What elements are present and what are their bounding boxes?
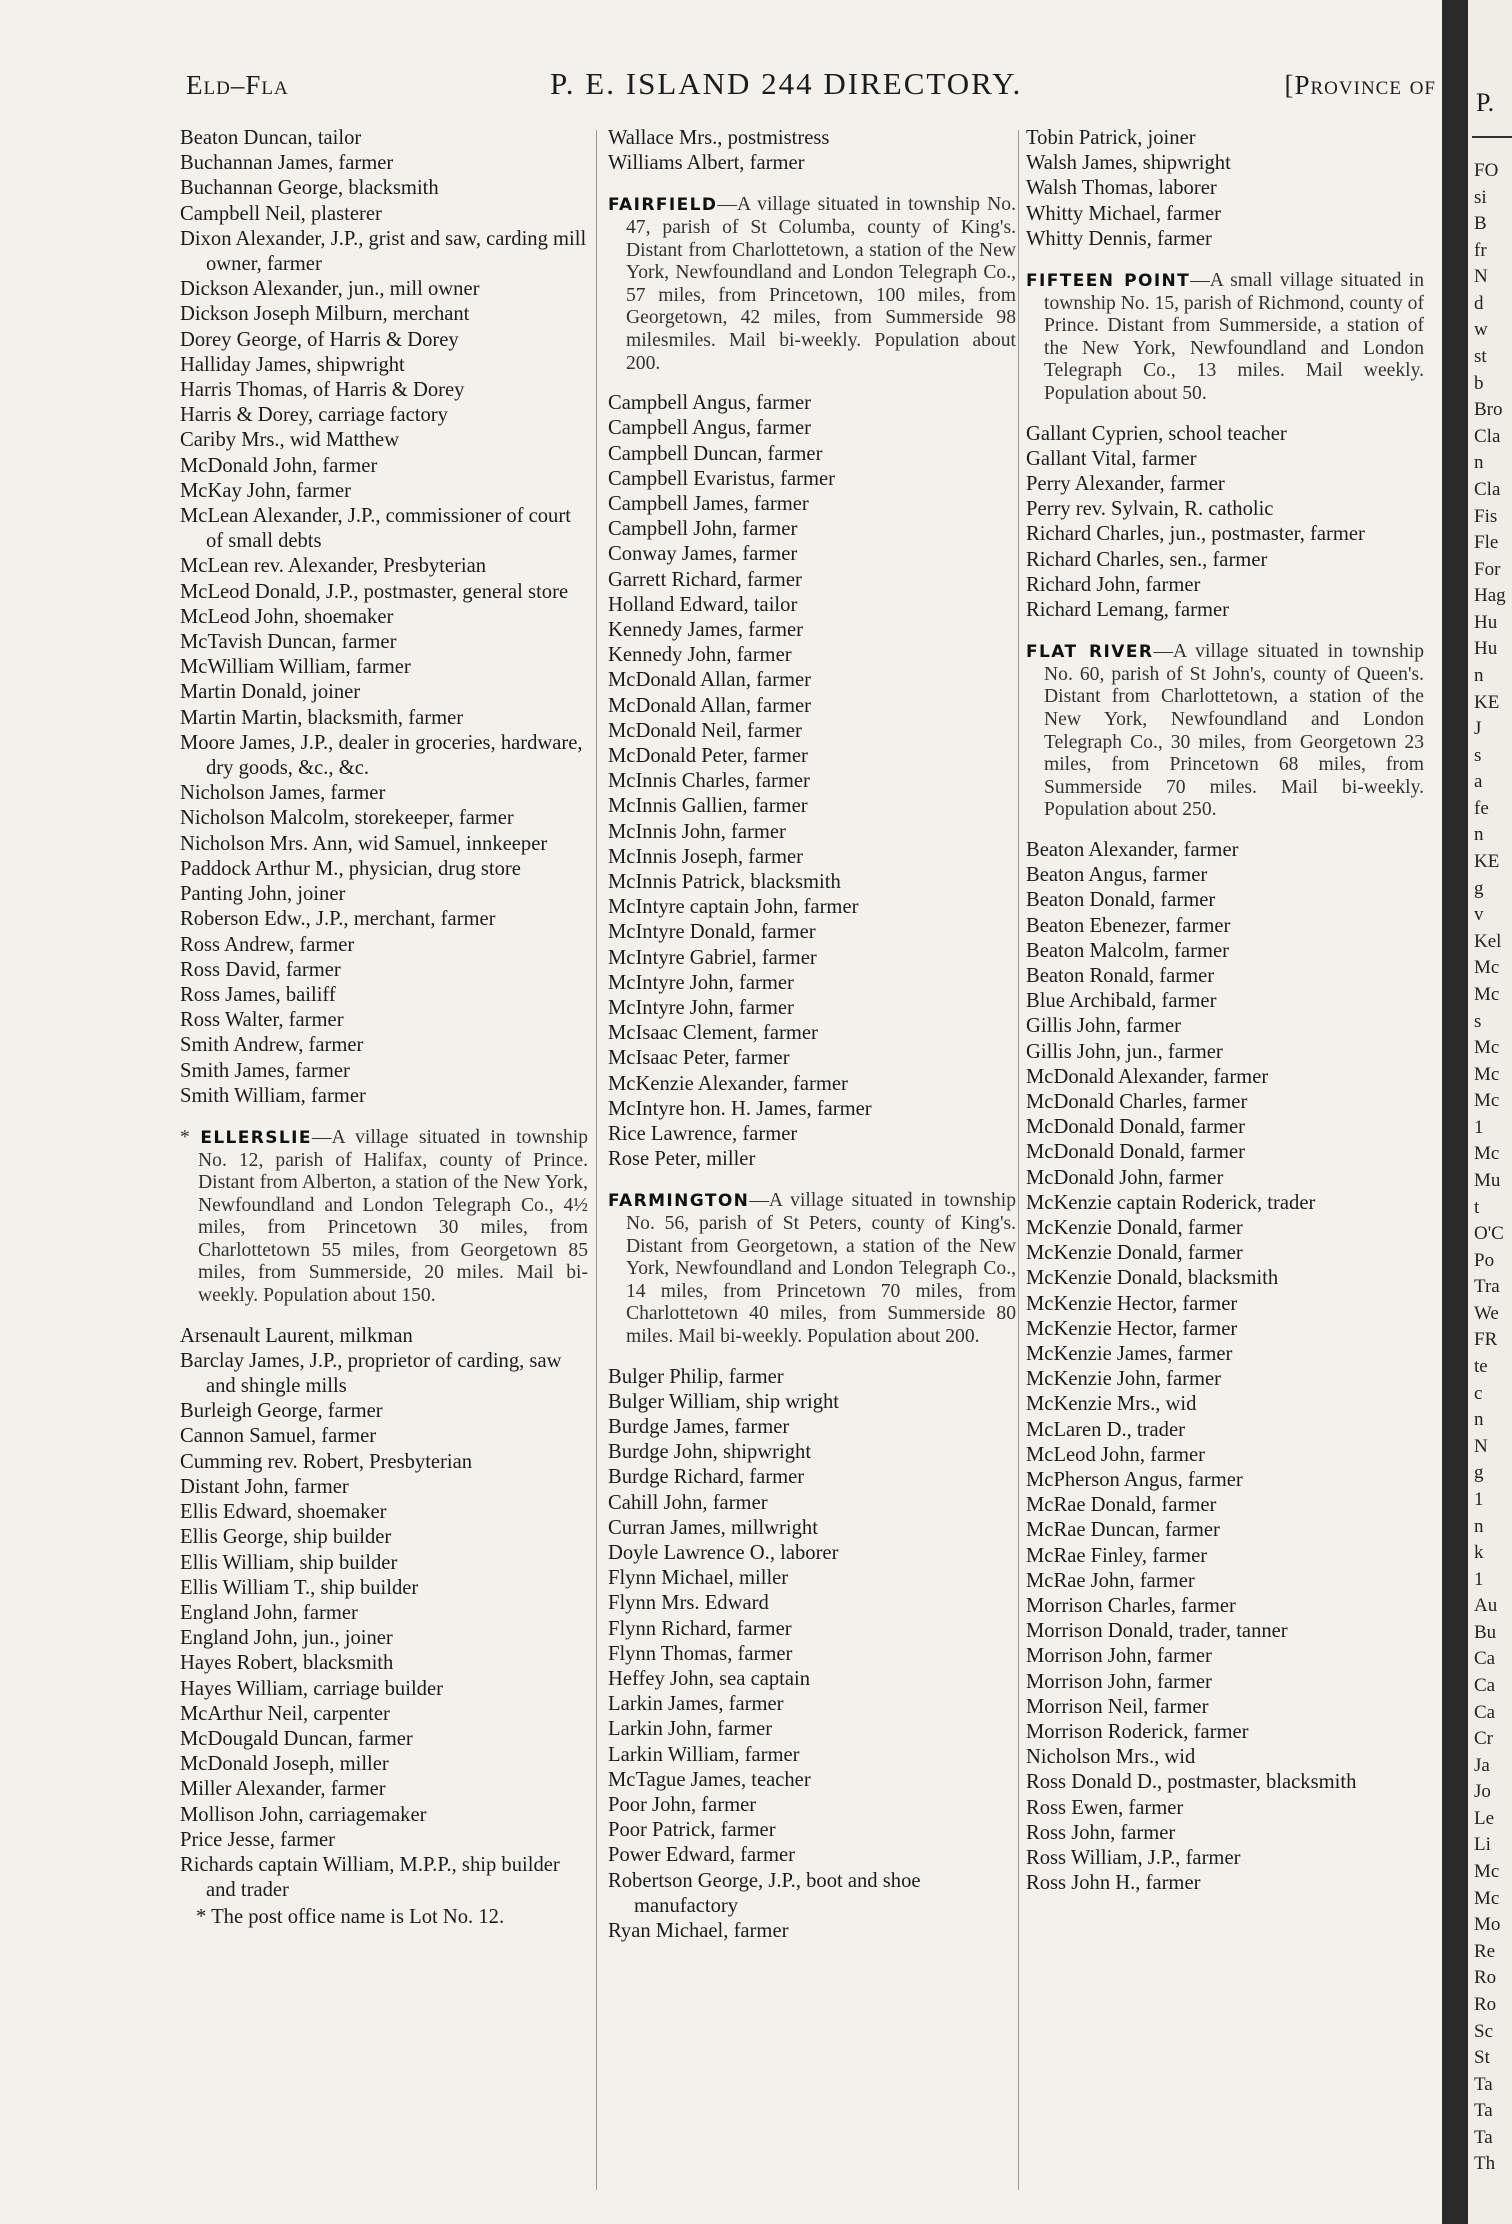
directory-entry: McInnis John, farmer <box>608 820 786 843</box>
adjacent-page-fragment: Hu <box>1474 611 1498 633</box>
directory-entry: Beaton Malcolm, farmer <box>1026 939 1230 962</box>
adjacent-page-edge <box>1468 0 1512 2224</box>
adjacent-page-fragment: Ro <box>1474 1967 1497 1989</box>
adjacent-page-fragment: Fis <box>1474 505 1498 527</box>
section-fairfield <box>608 194 1016 375</box>
section-description: —A village situated in township No. 47, parish of St Columba, county of King's. Distant from Charlottetown, a station of the New York, Newfoundland and London Telegraph Co., 57 miles, from Princetown, 100 miles, from Georgetown, 42 miles, from Summerside 98 milesmiles. Mail bi-weekly. Population about 200. <box>626 194 1016 374</box>
directory-entry: McKenzie Mrs., wid <box>1026 1393 1197 1416</box>
adjacent-page-fragment: Ca <box>1474 1701 1496 1723</box>
directory-entry: McKenzie Alexander, farmer <box>608 1072 848 1095</box>
directory-entry: Gallant Cyprien, school teacher <box>1026 422 1287 445</box>
header-range: Eld–Fla <box>186 70 289 100</box>
adjacent-page-fragment: 1 <box>1474 1488 1484 1510</box>
directory-entry: Gallant Vital, farmer <box>1026 447 1197 470</box>
directory-entry: Campbell John, farmer <box>608 518 798 541</box>
entry-list <box>1026 126 1424 252</box>
directory-entry: Richard Charles, sen., farmer <box>1026 548 1268 571</box>
directory-entry: Ross Donald D., postmaster, blacksmith <box>1026 1771 1357 1794</box>
footnote: * The post office name is Lot No. 12. <box>196 1906 505 1929</box>
directory-entry: Gillis John, jun., farmer <box>1026 1040 1223 1063</box>
directory-entry: Martin Donald, joiner <box>180 681 361 704</box>
directory-entry: McKenzie Donald, farmer <box>1026 1242 1243 1265</box>
adjacent-page-fragment: v <box>1474 904 1484 926</box>
section-description: —A village situated in township No. 56, parish of St Peters, county of King's. Distant from Georgetown, a station of the New York, Newfoundland and London Telegraph Co., 14 miles, from Princetown 70 miles, from Charlottetown 40 miles, from Summerside 80 miles. Mail bi-weekly. Population about 200. <box>626 1190 1016 1348</box>
directory-entry: Ross Walter, farmer <box>180 1009 344 1032</box>
directory-entry: McDonald Donald, farmer <box>1026 1116 1246 1139</box>
directory-entry: Kennedy James, farmer <box>608 618 803 641</box>
directory-entry: Panting John, joiner <box>180 883 346 906</box>
directory-entry: Harris & Dorey, carriage factory <box>180 404 448 427</box>
directory-entry: Larkin John, farmer <box>608 1718 773 1741</box>
adjacent-page-fragment: Ca <box>1474 1648 1496 1670</box>
directory-entry: Bulger William, ship wright <box>608 1390 840 1413</box>
directory-entry: McKenzie James, farmer <box>1026 1343 1233 1366</box>
directory-entry: Smith Andrew, farmer <box>180 1034 364 1057</box>
adjacent-page-fragment: B <box>1474 213 1487 235</box>
adjacent-page-fragment: Po <box>1474 1249 1495 1271</box>
directory-entry: McIntyre captain John, farmer <box>608 896 859 919</box>
directory-entry: McIntyre hon. H. James, farmer <box>608 1097 872 1120</box>
directory-entry: Walsh James, shipwright <box>1026 152 1231 175</box>
directory-entry: Walsh Thomas, laborer <box>1026 177 1217 200</box>
adjacent-page-header: P. <box>1476 88 1495 117</box>
directory-entry: Distant John, farmer <box>180 1475 349 1498</box>
directory-entry: McDonald John, farmer <box>1026 1166 1224 1189</box>
directory-entry: Richard Lemang, farmer <box>1026 599 1229 621</box>
adjacent-page-fragment: Kel <box>1474 930 1502 952</box>
adjacent-page-fragment: s <box>1474 1010 1482 1032</box>
adjacent-page-fragment: Jo <box>1474 1781 1491 1803</box>
directory-entry: Dorey George, of Harris & Dorey <box>180 328 459 351</box>
directory-entry: McArthur Neil, carpenter <box>180 1702 390 1725</box>
directory-entry: Campbell Neil, plasterer <box>180 202 382 225</box>
directory-entry: Morrison John, farmer <box>1026 1670 1212 1693</box>
adjacent-page-fragment: Ja <box>1474 1754 1490 1776</box>
directory-entry: McIntyre Donald, farmer <box>608 921 816 944</box>
directory-entry: Heffey John, sea captain <box>608 1668 811 1691</box>
adjacent-page-fragment: Ta <box>1474 2126 1493 2148</box>
adjacent-page-fragment: J <box>1474 718 1482 740</box>
directory-entry: McRae John, farmer <box>1026 1569 1195 1592</box>
directory-entry: Nicholson James, farmer <box>180 782 386 805</box>
directory-entry: Gillis John, farmer <box>1026 1015 1181 1038</box>
directory-entry: McLean rev. Alexander, Presbyterian <box>180 555 487 578</box>
adjacent-page-fragment: n <box>1474 452 1484 474</box>
adjacent-page-fragment: N <box>1474 266 1488 288</box>
directory-entry: McTavish Duncan, farmer <box>180 631 397 654</box>
section-flat-river <box>1026 641 1424 822</box>
directory-entry: Campbell James, farmer <box>608 492 809 515</box>
adjacent-page-fragment: te <box>1474 1356 1488 1378</box>
adjacent-page-fragment: 1 <box>1474 1116 1484 1138</box>
directory-entry: McLeod Donald, J.P., postmaster, general store <box>180 580 569 603</box>
adjacent-page-fragment: Mc <box>1474 1887 1500 1909</box>
directory-entry: Poor John, farmer <box>608 1794 757 1817</box>
adjacent-page-fragment: k <box>1474 1542 1484 1564</box>
adjacent-page-fragment: Sc <box>1474 2020 1493 2042</box>
header-title: P. E. ISLAND 244 DIRECTORY. <box>550 66 1023 101</box>
directory-entry: Richard John, farmer <box>1026 573 1201 596</box>
directory-entry: McLeod John, shoemaker <box>180 605 394 628</box>
directory-entry: Buchannan James, farmer <box>180 152 394 175</box>
adjacent-page-fragment: Mc <box>1474 1063 1500 1085</box>
section-description: —A village situated in township No. 60, parish of St John's, county of Queen's. Distant from Charlottetown, a station of the New York, Newfoundland and London Telegraph Co., 30 miles, from Georgetown 23 miles, from Princetown 68 miles, from Summerside 70 miles. Mail bi-weekly. Population about 250. <box>1044 641 1425 821</box>
directory-entry: Ellis William T., ship builder <box>180 1576 419 1599</box>
directory-entry: Halliday James, shipwright <box>180 353 405 376</box>
directory-entry: Dixon Alexander, J.P., grist and saw, carding mill owner, farmer <box>180 227 587 276</box>
adjacent-page-fragment: n <box>1474 665 1484 686</box>
place-name: FAIRFIELD <box>608 195 718 216</box>
directory-entry: McDonald John, farmer <box>180 454 378 477</box>
directory-entry: Larkin William, farmer <box>608 1743 800 1766</box>
directory-entry: Morrison Donald, trader, tanner <box>1026 1620 1288 1643</box>
directory-entry: McKenzie Donald, farmer <box>1026 1217 1243 1239</box>
directory-entry: Tobin Patrick, joiner <box>1026 127 1196 149</box>
adjacent-page-fragment: c <box>1474 1382 1483 1404</box>
directory-entry: Nicholson Malcolm, storekeeper, farmer <box>180 807 514 830</box>
directory-entry: McDonald Allan, farmer <box>608 694 812 717</box>
directory-entry: Rose Peter, miller <box>608 1148 756 1171</box>
directory-entry: McWilliam William, farmer <box>180 656 411 679</box>
directory-entry: Morrison Charles, farmer <box>1026 1595 1236 1618</box>
directory-entry: Burleigh George, farmer <box>180 1400 383 1423</box>
adjacent-page-fragment: O'C <box>1474 1223 1504 1245</box>
directory-entry: Morrison Neil, farmer <box>1026 1695 1209 1718</box>
directory-entry: Mollison John, carriagemaker <box>180 1803 427 1826</box>
column-1 <box>180 126 588 1931</box>
adjacent-page-fragment: t <box>1474 1196 1480 1218</box>
adjacent-page-fragment: Mu <box>1474 1170 1501 1191</box>
adjacent-page-fragment: Re <box>1474 1940 1496 1962</box>
adjacent-page-fragment: Hu <box>1474 638 1498 660</box>
adjacent-page-fragment: 1 <box>1474 1568 1484 1590</box>
adjacent-page-fragment: g <box>1474 877 1484 899</box>
adjacent-page-fragment: st <box>1474 346 1487 368</box>
directory-entry: Holland Edward, tailor <box>608 593 798 616</box>
directory-entry: McIntyre John, farmer <box>608 997 794 1020</box>
directory-entry: Ellis George, ship builder <box>180 1526 392 1549</box>
directory-entry: Flynn Michael, miller <box>608 1567 789 1590</box>
directory-entry: Flynn Richard, farmer <box>608 1617 792 1640</box>
directory-entry: Burdge Richard, farmer <box>608 1466 805 1489</box>
directory-entry: McKenzie Donald, blacksmith <box>1026 1267 1279 1290</box>
directory-entry: Perry Alexander, farmer <box>1026 472 1225 495</box>
adjacent-page-fragment: s <box>1474 744 1482 766</box>
directory-entry: Doyle Lawrence O., laborer <box>608 1542 839 1565</box>
directory-entry: Ellis William, ship builder <box>180 1551 398 1574</box>
adjacent-page-fragment: Mc <box>1474 957 1500 979</box>
directory-entry: Blue Archibald, farmer <box>1026 990 1217 1013</box>
directory-entry: McInnis Joseph, farmer <box>608 845 804 868</box>
directory-entry: Buchannan George, blacksmith <box>180 177 439 200</box>
directory-entry: Ellis Edward, shoemaker <box>180 1501 387 1524</box>
directory-entry: Arsenault Laurent, milkman <box>180 1324 413 1347</box>
section-ellerslie <box>180 1127 588 1308</box>
column-3 <box>1026 126 1424 1896</box>
directory-entry: Paddock Arthur M., physician, drug store <box>180 857 521 880</box>
directory-entry: McInnis Patrick, blacksmith <box>608 871 841 894</box>
adjacent-page-fragment: fe <box>1474 797 1489 819</box>
adjacent-page-fragment: Th <box>1474 2153 1496 2175</box>
adjacent-page-fragment: Cr <box>1474 1728 1493 1750</box>
adjacent-page-fragment: KE <box>1474 691 1500 713</box>
directory-entry: Garrett Richard, farmer <box>608 568 802 591</box>
entry-list <box>180 126 588 1109</box>
directory-entry: Campbell Evaristus, farmer <box>608 467 836 490</box>
directory-entry: Morrison John, farmer <box>1026 1645 1212 1668</box>
directory-entry: Price Jesse, farmer <box>180 1828 335 1851</box>
adjacent-page-fragment: Cla <box>1474 478 1501 500</box>
directory-entry: Cahill John, farmer <box>608 1491 768 1514</box>
directory-entry: McRae Donald, farmer <box>1026 1494 1217 1517</box>
section-marker: * <box>180 1126 201 1148</box>
directory-entry: Smith William, farmer <box>180 1084 366 1107</box>
adjacent-page-fragment: b <box>1474 372 1484 394</box>
column-2 <box>608 126 1016 1944</box>
adjacent-page-fragment: w <box>1474 319 1488 341</box>
entry-list <box>608 391 1016 1172</box>
adjacent-page-fragment: Mc <box>1474 983 1500 1005</box>
section-description: —A village situated in township No. 12, parish of Halifax, county of Prince. Distant from Alberton, a station of the New York, Newfoundland and London Telegraph Co., 4½ miles, from Princetown 30 miles, from Charlottetown 55 miles, from Georgetown 85 miles, from Summerside, 20 miles. Mail bi-weekly. Population about 150. <box>198 1126 588 1307</box>
directory-entry: Ross William, J.P., farmer <box>1026 1847 1241 1870</box>
adjacent-page-fragment: Au <box>1474 1595 1498 1617</box>
directory-entry: McDonald Allan, farmer <box>608 669 812 692</box>
adjacent-page-fragment: Li <box>1474 1834 1491 1856</box>
directory-entry: McIsaac Clement, farmer <box>608 1022 818 1045</box>
adjacent-page-fragment: si <box>1474 186 1487 208</box>
adjacent-page-fragment: a <box>1474 771 1483 793</box>
directory-entry: Larkin James, farmer <box>608 1693 784 1716</box>
adjacent-page-fragment: FO <box>1474 160 1499 181</box>
adjacent-page-fragment: n <box>1474 1409 1484 1431</box>
directory-entry: McIsaac Peter, farmer <box>608 1047 790 1070</box>
directory-entry: Wallace Mrs., postmistress <box>608 127 830 149</box>
directory-entry: England John, farmer <box>180 1601 358 1624</box>
adjacent-page-fragment: d <box>1474 292 1484 314</box>
directory-entry: McIntyre Gabriel, farmer <box>608 946 817 969</box>
directory-entry: Flynn Mrs. Edward <box>608 1592 769 1615</box>
directory-entry: Dickson Alexander, jun., mill owner <box>180 278 480 301</box>
entry-list <box>180 1324 588 1904</box>
adjacent-page-fragment: n <box>1474 824 1484 846</box>
directory-entry: Whitty Michael, farmer <box>1026 202 1221 225</box>
adjacent-page-fragment: Bu <box>1474 1621 1497 1643</box>
adjacent-page-fragment: N <box>1474 1435 1488 1457</box>
directory-entry: Cariby Mrs., wid Matthew <box>180 429 400 452</box>
directory-entry: Ross John, farmer <box>1026 1821 1176 1844</box>
place-name: FARMINGTON <box>608 1191 750 1212</box>
adjacent-page-fragment: Ro <box>1474 1993 1497 2015</box>
adjacent-page-fragment: Mc <box>1474 1861 1500 1883</box>
directory-entry: Cannon Samuel, farmer <box>180 1425 377 1448</box>
directory-entry: Beaton Duncan, tailor <box>180 127 362 149</box>
directory-entry: McDonald Charles, farmer <box>1026 1090 1248 1113</box>
directory-entry: Kennedy John, farmer <box>608 644 792 667</box>
adjacent-page-fragment: Fle <box>1474 532 1499 554</box>
entry-list <box>1026 422 1424 624</box>
directory-entry: Burdge James, farmer <box>608 1416 790 1439</box>
directory-entry: McKay John, farmer <box>180 479 351 502</box>
adjacent-page-rule <box>1472 136 1512 138</box>
adjacent-page-fragment: We <box>1474 1302 1499 1324</box>
directory-entry: McDonald Peter, farmer <box>608 745 808 767</box>
adjacent-page-fragment: St <box>1474 2047 1490 2069</box>
directory-entry: McPherson Angus, farmer <box>1026 1469 1243 1492</box>
place-name: FIFTEEN POINT <box>1026 271 1191 292</box>
section-description: —A small village situated in township No. 15, parish of Richmond, county of Prince. Distant from Summerside, a station of the New York, Newfoundland and London Telegraph Co., 13 miles. Mail weekly. Population about 50. <box>1044 270 1424 404</box>
adjacent-page-fragment: Ta <box>1474 2100 1493 2122</box>
directory-entry: Smith James, farmer <box>180 1059 350 1082</box>
directory-entry: McDonald Donald, farmer <box>1026 1141 1246 1164</box>
entry-list <box>608 126 1016 176</box>
entry-list <box>1026 838 1424 1897</box>
directory-entry: Williams Albert, farmer <box>608 152 805 175</box>
adjacent-page-fragment: FR <box>1474 1329 1498 1351</box>
adjacent-page-fragment: Mo <box>1474 1914 1501 1936</box>
adjacent-page-fragment: For <box>1474 558 1501 580</box>
adjacent-page-fragment: Ca <box>1474 1675 1496 1696</box>
directory-entry: Power Edward, farmer <box>608 1844 795 1867</box>
adjacent-page-fragment: Mc <box>1474 1143 1500 1165</box>
column-divider <box>1018 130 1019 2190</box>
entry-list <box>608 1365 1016 1945</box>
directory-entry: Miller Alexander, farmer <box>180 1778 386 1801</box>
directory-entry: Campbell Angus, farmer <box>608 392 812 415</box>
directory-entry: Ross James, bailiff <box>180 983 336 1006</box>
directory-entry: McDonald Alexander, farmer <box>1026 1065 1269 1088</box>
directory-entry: Robertson George, J.P., boot and shoe manufactory <box>608 1869 921 1917</box>
place-name: ELLERSLIE <box>200 1127 312 1148</box>
adjacent-page-fragment: fr <box>1474 239 1487 261</box>
place-name: FLAT RIVER <box>1026 642 1154 663</box>
directory-entry: Roberson Edw., J.P., merchant, farmer <box>180 908 496 931</box>
directory-entry: Ross John H., farmer <box>1026 1872 1201 1895</box>
book-gutter <box>1442 0 1468 2224</box>
directory-entry: Poor Patrick, farmer <box>608 1819 776 1842</box>
directory-entry: Bulger Philip, farmer <box>608 1365 784 1388</box>
directory-entry: Ross Andrew, farmer <box>180 933 355 956</box>
directory-entry: McInnis Charles, farmer <box>608 770 810 793</box>
directory-entry: McKenzie Hector, farmer <box>1026 1292 1238 1315</box>
directory-entry: Burdge John, shipwright <box>608 1441 812 1464</box>
page-header <box>186 64 1436 114</box>
directory-entry: Dickson Joseph Milburn, merchant <box>180 303 470 326</box>
directory-entry: Barclay James, J.P., proprietor of carding, saw and shingle mills <box>180 1349 562 1398</box>
header-province: [Province of <box>1284 70 1436 100</box>
adjacent-page-fragment: Le <box>1474 1807 1495 1829</box>
adjacent-page-fragment: g <box>1474 1462 1484 1484</box>
directory-entry: McDonald Joseph, miller <box>180 1753 389 1776</box>
directory-entry: Rice Lawrence, farmer <box>608 1123 798 1146</box>
directory-entry: McLeod John, farmer <box>1026 1443 1205 1466</box>
directory-entry: Nicholson Mrs. Ann, wid Samuel, innkeeper <box>180 832 548 855</box>
directory-entry: Morrison Roderick, farmer <box>1026 1721 1249 1744</box>
directory-entry: Beaton Ronald, farmer <box>1026 964 1215 987</box>
column-divider <box>596 130 597 2190</box>
directory-entry: Campbell Duncan, farmer <box>608 442 823 465</box>
adjacent-page-fragment: Hag <box>1474 585 1506 607</box>
directory-entry: Moore James, J.P., dealer in groceries, hardware, dry goods, &c., &c. <box>180 731 583 780</box>
directory-entry: McKenzie John, farmer <box>1026 1368 1221 1391</box>
directory-entry: McRae Finley, farmer <box>1026 1544 1208 1567</box>
directory-entry: Conway James, farmer <box>608 543 798 566</box>
section-farmington <box>608 1190 1016 1348</box>
directory-entry: Beaton Ebenezer, farmer <box>1026 914 1231 937</box>
directory-entry: Ross Ewen, farmer <box>1026 1796 1184 1819</box>
directory-entry: Harris Thomas, of Harris & Dorey <box>180 379 465 402</box>
directory-entry: England John, jun., joiner <box>180 1627 393 1650</box>
directory-entry: Perry rev. Sylvain, R. catholic <box>1026 498 1274 521</box>
directory-entry: McKenzie Hector, farmer <box>1026 1317 1238 1340</box>
directory-entry: McKenzie captain Roderick, trader <box>1026 1191 1316 1214</box>
directory-entry: Martin Martin, blacksmith, farmer <box>180 706 464 729</box>
directory-entry: McLaren D., trader <box>1026 1418 1185 1441</box>
directory-entry: Ross David, farmer <box>180 958 341 981</box>
directory-entry: Ryan Michael, farmer <box>608 1920 789 1943</box>
directory-entry: Hayes Robert, blacksmith <box>180 1652 394 1675</box>
directory-entry: McIntyre John, farmer <box>608 971 794 994</box>
directory-entry: McRae Duncan, farmer <box>1026 1519 1220 1542</box>
directory-entry: Nicholson Mrs., wid <box>1026 1746 1196 1769</box>
directory-entry: Beaton Alexander, farmer <box>1026 838 1239 861</box>
directory-entry: Whitty Dennis, farmer <box>1026 227 1212 250</box>
adjacent-page-fragment: Mc <box>1474 1090 1500 1112</box>
adjacent-page-fragment: Bro <box>1474 399 1503 421</box>
directory-entry: Beaton Donald, farmer <box>1026 889 1216 912</box>
adjacent-page-fragment: Mc <box>1474 1037 1500 1059</box>
adjacent-page-fragment: Tra <box>1474 1276 1500 1298</box>
adjacent-page-fragment: n <box>1474 1515 1484 1537</box>
directory-entry: McTague James, teacher <box>608 1768 811 1791</box>
directory-entry: McDougald Duncan, farmer <box>180 1727 413 1750</box>
adjacent-page-fragment: Cla <box>1474 425 1501 447</box>
directory-entry: Campbell Angus, farmer <box>608 417 812 440</box>
section-fifteen-point <box>1026 270 1424 406</box>
adjacent-page-fragment: Ta <box>1474 2073 1493 2095</box>
adjacent-page-fragment: KE <box>1474 851 1500 873</box>
directory-entry: McLean Alexander, J.P., commissioner of court of small debts <box>180 505 571 553</box>
directory-entry: McInnis Gallien, farmer <box>608 795 808 818</box>
directory-entry: Hayes William, carriage builder <box>180 1677 443 1700</box>
directory-entry: Richard Charles, jun., postmaster, farmer <box>1026 523 1365 546</box>
directory-entry: Cumming rev. Robert, Presbyterian <box>180 1450 473 1473</box>
directory-entry: Richards captain William, M.P.P., ship builder and trader <box>180 1853 560 1902</box>
directory-entry: Flynn Thomas, farmer <box>608 1642 793 1665</box>
directory-entry: Beaton Angus, farmer <box>1026 864 1208 887</box>
directory-entry: Curran James, millwright <box>608 1516 818 1539</box>
directory-entry: McDonald Neil, farmer <box>608 719 802 742</box>
